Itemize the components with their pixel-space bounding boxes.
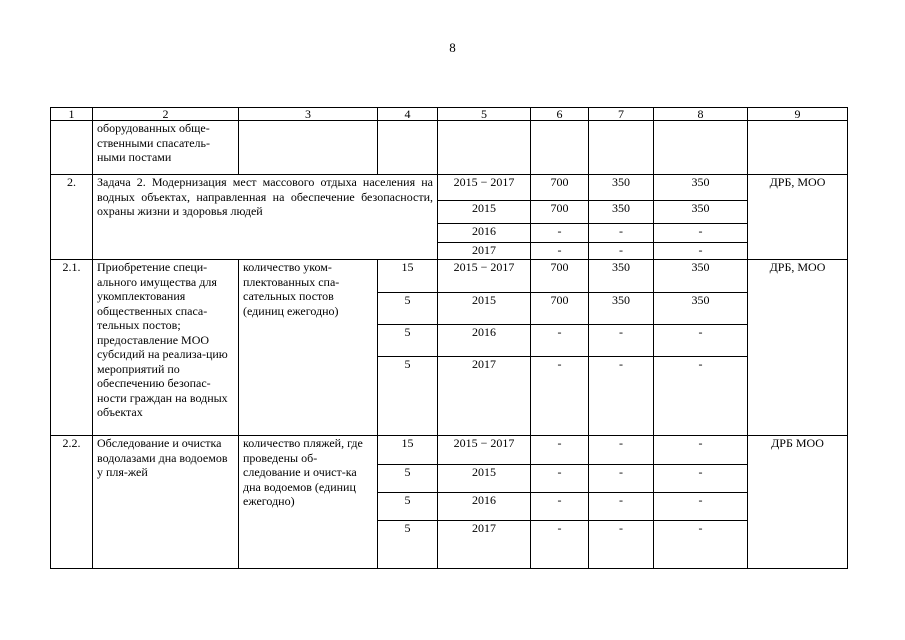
period-cell: 2015	[438, 293, 531, 325]
value-cell: 350	[654, 175, 748, 201]
value-cell: -	[654, 521, 748, 569]
indicator-value: 15	[378, 436, 438, 465]
cell	[589, 121, 654, 175]
indicator-value: 15	[378, 260, 438, 293]
indicator-value: 5	[378, 465, 438, 493]
indicator-value: 5	[378, 357, 438, 436]
cell	[531, 121, 589, 175]
period-cell: 2015	[438, 465, 531, 493]
header-cell: 4	[378, 108, 438, 121]
header-cell: 6	[531, 108, 589, 121]
page-number: 8	[449, 40, 456, 55]
item22-row	[51, 436, 848, 465]
value-cell: -	[654, 357, 748, 436]
value-cell: 350	[589, 293, 654, 325]
value-cell: 350	[654, 201, 748, 224]
cell	[748, 121, 848, 175]
row-number: 2.2.	[51, 436, 93, 569]
value-cell: 350	[589, 260, 654, 293]
cell	[239, 121, 378, 175]
period-cell: 2017	[438, 243, 531, 260]
value-cell: -	[654, 243, 748, 260]
value-cell: 350	[654, 260, 748, 293]
value-cell: -	[589, 521, 654, 569]
executor-cell: ДРБ, МОО	[748, 260, 848, 436]
value-cell: -	[589, 325, 654, 357]
header-cell: 8	[654, 108, 748, 121]
indicator-value: 5	[378, 493, 438, 521]
value-cell: -	[531, 521, 589, 569]
value-cell: 350	[654, 293, 748, 325]
header-cell: 1	[51, 108, 93, 121]
value-cell: -	[654, 325, 748, 357]
value-cell: 700	[531, 175, 589, 201]
value-cell: -	[589, 465, 654, 493]
item-name: Обследование и очистка водолазами дна водоемов у пля-жей	[93, 436, 239, 569]
period-cell: 2016	[438, 224, 531, 243]
header-cell: 5	[438, 108, 531, 121]
cell	[378, 121, 438, 175]
header-cell: 3	[239, 108, 378, 121]
value-cell: 350	[589, 201, 654, 224]
value-cell: -	[531, 224, 589, 243]
value-cell: -	[589, 224, 654, 243]
cell	[654, 121, 748, 175]
value-cell: -	[531, 493, 589, 521]
value-cell: -	[654, 436, 748, 465]
executor-cell: ДРБ МОО	[748, 436, 848, 569]
value-cell: -	[589, 493, 654, 521]
indicator-cell: количество пляжей, где проведены об-следование и очист-ка дна водоемов (единиц ежегодно)	[239, 436, 378, 569]
value-cell: 350	[589, 175, 654, 201]
value-cell: 700	[531, 201, 589, 224]
executor-cell: ДРБ, МОО	[748, 175, 848, 260]
period-cell: 2015 − 2017	[438, 260, 531, 293]
value-cell: -	[654, 493, 748, 521]
value-cell: -	[589, 436, 654, 465]
continuation-text: оборудованных обще-ственными спасатель-ными постами	[93, 121, 239, 175]
indicator-value: 5	[378, 521, 438, 569]
value-cell: 700	[531, 293, 589, 325]
period-cell: 2015 − 2017	[438, 436, 531, 465]
cell	[438, 121, 531, 175]
value-cell: -	[531, 465, 589, 493]
header-cell: 2	[93, 108, 239, 121]
program-table	[50, 107, 848, 569]
indicator-cell: количество уком-плектованных спа-сательных постов (единиц ежегодно)	[239, 260, 378, 436]
period-cell: 2017	[438, 521, 531, 569]
task-text: Задача 2. Модернизация мест массового отдыха населения на водных объектах, направленная на обеспечение безопасности, охраны жизни и здоровья людей	[93, 175, 438, 260]
value-cell: -	[589, 243, 654, 260]
continuation-row	[51, 121, 848, 175]
period-cell: 2015	[438, 201, 531, 224]
value-cell: -	[531, 325, 589, 357]
task2-row	[51, 175, 848, 201]
row-number: 2.	[51, 175, 93, 260]
header-row	[51, 108, 848, 121]
value-cell: -	[654, 465, 748, 493]
indicator-value: 5	[378, 325, 438, 357]
value-cell: -	[589, 357, 654, 436]
item21-row	[51, 260, 848, 293]
row-number: 2.1.	[51, 260, 93, 436]
period-cell: 2016	[438, 493, 531, 521]
indicator-value: 5	[378, 293, 438, 325]
period-cell: 2017	[438, 357, 531, 436]
value-cell: 700	[531, 260, 589, 293]
header-cell: 9	[748, 108, 848, 121]
period-cell: 2015 − 2017	[438, 175, 531, 201]
value-cell: -	[531, 436, 589, 465]
value-cell: -	[531, 357, 589, 436]
value-cell: -	[654, 224, 748, 243]
value-cell: -	[531, 243, 589, 260]
header-cell: 7	[589, 108, 654, 121]
cell	[51, 121, 93, 175]
item-name: Приобретение специ-ального имущества для укомплектования общественных спаса-тельных постов; предоставление МОО субсидий на реализа-цию мероприятий по обеспечению безопас-ности граждан на водных объектах	[93, 260, 239, 436]
period-cell: 2016	[438, 325, 531, 357]
